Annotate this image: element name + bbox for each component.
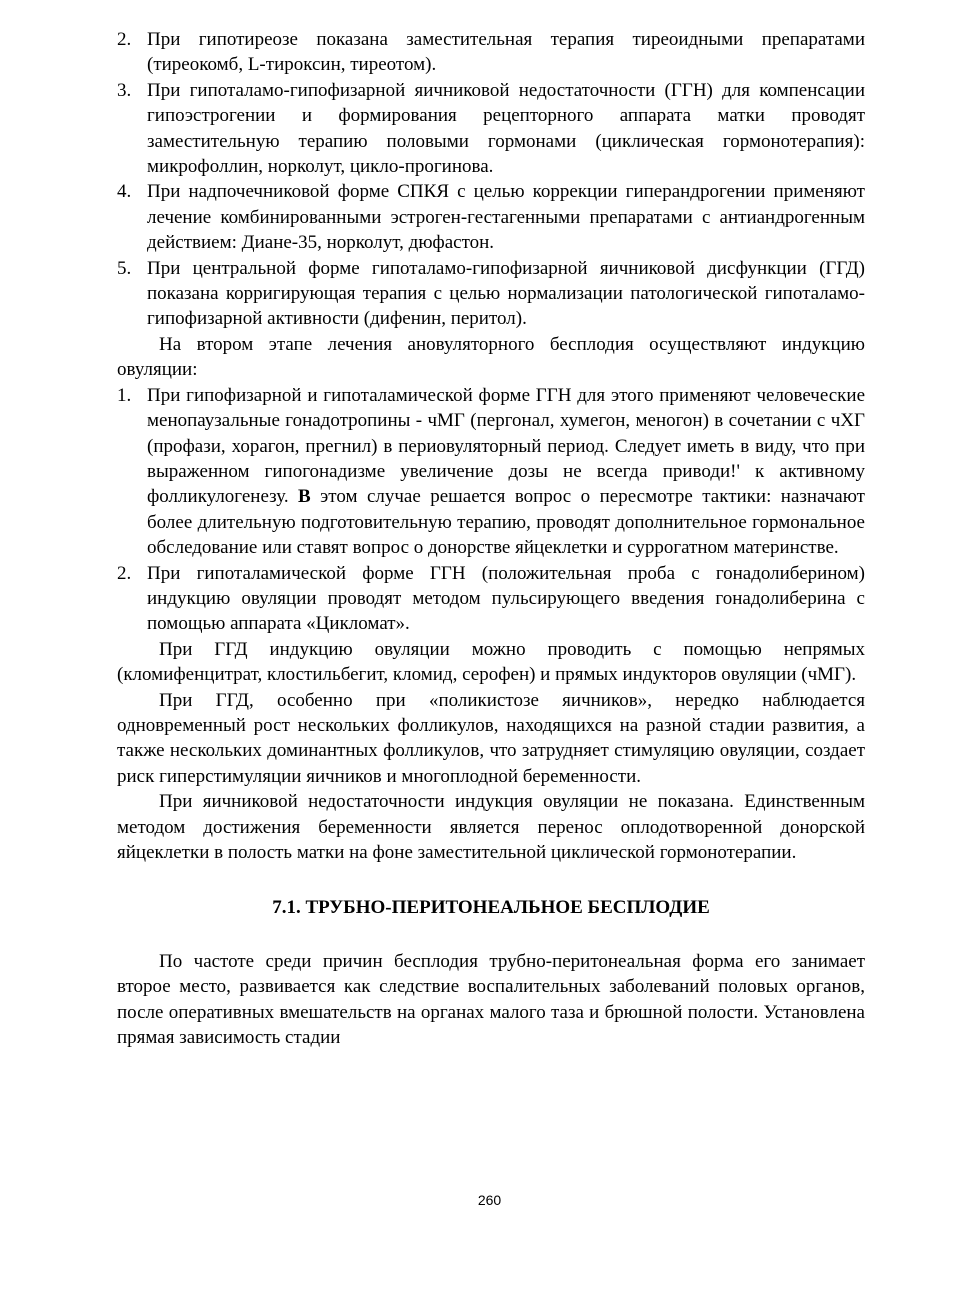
list-item-number: 2. [117, 29, 132, 50]
page-content [117, 27, 865, 1050]
list-item-number: 4. [117, 181, 132, 203]
paragraph-stage2: На втором этапе лечения ановуляторного бесплодия осуществляют индукцию овуляции: [117, 333, 865, 381]
list-item [117, 383, 865, 561]
list-item [117, 561, 865, 637]
list-item-text: При гипоталамо-гипофизарной яичниковой недостаточности (ГГН) для компенсации гипоэстрогении и формирования рецепторного аппарата матки проводят заместительную терапию половыми гормонами (циклическая гормонотерапия): микрофоллин, норколут, цикло-прогинова. [147, 79, 865, 178]
list-item [117, 27, 865, 78]
list-item [117, 179, 865, 255]
bold-letter: В [298, 486, 311, 508]
list-item-text-continued: этом случае решается вопрос о пересмотре тактики: назначают более длительную подготовительную терапию, проводят дополнительное гормональное обследование или ставят вопрос о донорстве яйцеклетки и суррогатном материнстве. [147, 486, 865, 559]
list-item [117, 256, 865, 332]
page-number: 260 [477, 1192, 502, 1208]
section-heading: 7.1. ТРУБНО-ПЕРИТОНЕАЛЬНОЕ БЕСПЛОДИЕ [272, 897, 710, 919]
list-item-number: 1. [117, 384, 132, 406]
list-item-text: При надпочечниковой форме СПКЯ с целью коррекции гиперандрогении применяют лечение комбинированными эстроген-гестагенными препаратами с антиандрогенным действием: Диане-35, норколут, дюфастон. [147, 181, 865, 254]
paragraph-ggd-induction: При ГГД индукцию овуляции можно проводить с помощью непрямых (кломифенцитрат, клостильбегит, кломид, серофен) и прямых индукторов овуляции (чМГ). [117, 638, 865, 686]
list-item-number: 2. [117, 562, 132, 584]
paragraph-ggd-polycystic: При ГГД, особенно при «поликистозе яичников», нередко наблюдается одновременный рост нескольких фолликулов, находящихся на разной стадии развития, а также нескольких доминантных фолликулов, что затрудняет стимуляцию овуляции, создает риск гиперстимуляции яичников и многоплодной беременности. [117, 689, 865, 787]
list-item-text: При гипофизарной и гипоталамической форме ГГН для этого применяют человеческие менопаузальные гонадотропины - чМГ (пергонал, хумегон, меногон) в сочетании с чХГ (профази, хорагон, прегнил) в периовуляторный период. Следует иметь в виду, что при выраженном гипогонадизме увеличение дозы не всегда приводи!' к активному фолликулогенезу. [147, 384, 865, 508]
paragraph-ovarian-insufficiency: При яичниковой недостаточности индукция овуляции не показана. Единственным методом достижения беременности является перенос оплодотворенной донорской яйцеклетки в полость матки на фоне заместительной циклической гормонотерапии. [117, 791, 865, 863]
list-item-text: При центральной форме гипоталамо-гипофизарной яичниковой дисфункции (ГГД) показана корригирующая терапия с целью нормализации патологической гипоталамо-гипофизарной активности (дифенин, перитол). [147, 257, 865, 330]
list-item-text: При гипоталамической форме ГГН (положительная проба с гонадолиберином) индукцию овуляции проводят методом пульсирующего введения гонадолиберина с помощью аппарата «Цикломат». [147, 562, 865, 635]
list-item-number: 3. [117, 79, 132, 101]
ovulation-induction-list [117, 383, 865, 637]
treatment-list-stage1 [117, 27, 865, 332]
list-item [117, 78, 865, 180]
list-item-number: 5. [117, 257, 132, 279]
list-item-text: При гипотиреозе показана заместительная терапия тиреоидными препаратами (тиреокомб, L-тироксин, тиреотом). [147, 29, 865, 76]
paragraph-section-intro: По частоте среди причин бесплодия трубно-перитонеальная форма его занимает второе место, развивается как следствие воспалительных заболеваний половых органов, после оперативных вмешательств на органах малого таза и брюшной полости. Установлена прямая зависимость стадии [117, 950, 865, 1049]
